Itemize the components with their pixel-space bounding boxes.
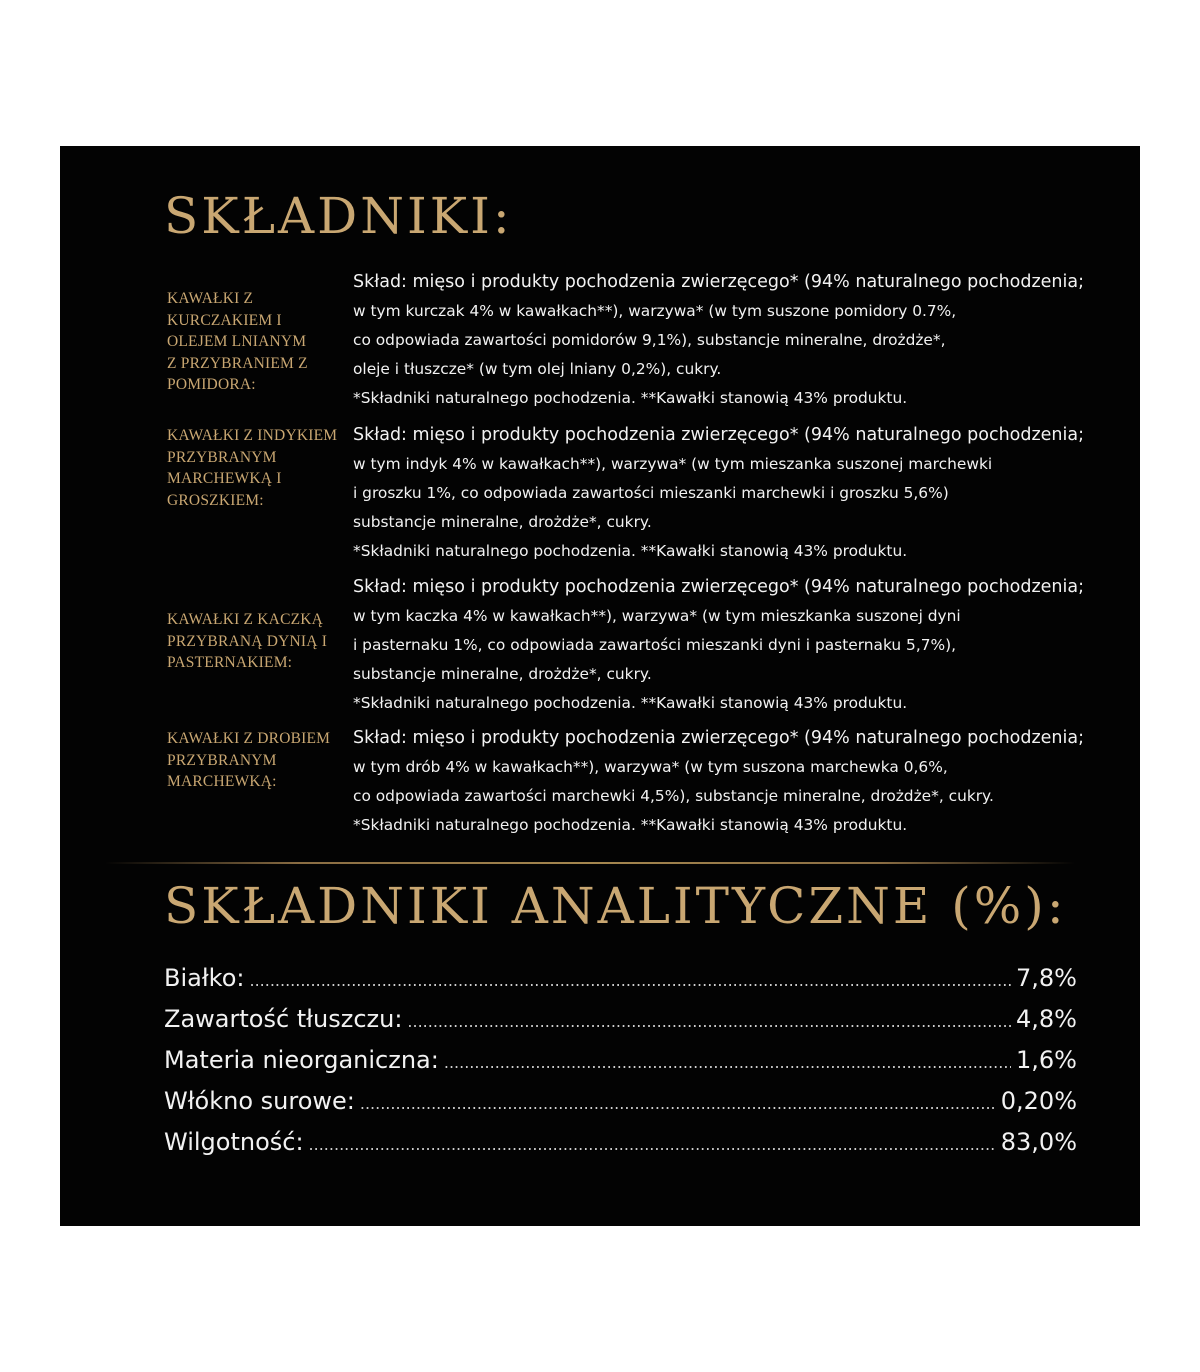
product-label: KAWAŁKI Z KACZKĄ PRZYBRANĄ DYNIĄ I PASTERNAKIEM: — [167, 611, 328, 671]
analytical-row — [164, 1128, 1077, 1169]
analytical-name: Zawartość tłuszczu: — [164, 1005, 403, 1033]
composition-line: substancje mineralne, drożdże*, cukry. — [353, 665, 652, 683]
analytical-row — [164, 1046, 1077, 1087]
composition-line: co odpowiada zawartości marchewki 4,5%), substancje mineralne, drożdże*, cukry. — [353, 787, 994, 805]
composition-line: w tym drób 4% w kawałkach**), warzywa* (w tym suszona marchewka 0,6%, — [353, 758, 948, 776]
analytical-name: Białko: — [164, 964, 245, 992]
composition-line: w tym kurczak 4% w kawałkach**), warzywa* (w tym suszone pomidory 0.7%, — [353, 302, 957, 320]
analytical-row — [164, 964, 1077, 1005]
product-label: KAWAŁKI Z INDYKIEM PRZYBRANYM MARCHEWKĄ I GROSZKIEM: — [167, 427, 338, 509]
dot-leader — [360, 1094, 996, 1113]
analytical-list — [164, 964, 1077, 1169]
dot-leader — [309, 1135, 996, 1154]
analytical-name: Wilgotność: — [164, 1128, 304, 1156]
composition-line: oleje i tłuszcze* (w tym olej lniany 0,2%), cukry. — [353, 360, 722, 378]
composition-line: w tym indyk 4% w kawałkach**), warzywa* (w tym mieszanka suszonej marchewki — [353, 455, 993, 473]
gold-divider — [105, 862, 1075, 864]
dot-leader — [444, 1053, 1011, 1072]
composition-line: *Składniki naturalnego pochodzenia. **Kawałki stanowią 43% produktu. — [353, 389, 908, 407]
composition-line: *Składniki naturalnego pochodzenia. **Kawałki stanowią 43% produktu. — [353, 542, 908, 560]
composition-line: Skład: mięso i produkty pochodzenia zwierzęcego* (94% naturalnego pochodzenia; — [353, 577, 1085, 597]
composition-line: w tym kaczka 4% w kawałkach**), warzywa* (w tym mieszkanka suszonej dyni — [353, 607, 961, 625]
composition-line: Skład: mięso i produkty pochodzenia zwierzęcego* (94% naturalnego pochodzenia; — [353, 425, 1085, 445]
composition-line: Skład: mięso i produkty pochodzenia zwierzęcego* (94% naturalnego pochodzenia; — [353, 272, 1085, 292]
analytical-value: 1,6% — [1016, 1046, 1077, 1074]
analytical-row — [164, 1087, 1077, 1128]
composition-line: i groszku 1%, co odpowiada zawartości mieszanki marchewki i groszku 5,6%) — [353, 484, 949, 502]
product-composition — [353, 724, 1113, 840]
composition-line: *Składniki naturalnego pochodzenia. **Kawałki stanowią 43% produktu. — [353, 694, 908, 712]
product-composition — [353, 573, 1113, 718]
composition-line: i pasternaku 1%, co odpowiada zawartości mieszanki dyni i pasternaku 5,7%), — [353, 636, 957, 654]
ingredients-panel — [60, 146, 1140, 1226]
analytical-row — [164, 1005, 1077, 1046]
ingredients-title: SKŁADNIKI: — [164, 187, 513, 245]
analytical-name: Materia nieorganiczna: — [164, 1046, 439, 1074]
analytical-value: 7,8% — [1016, 964, 1077, 992]
composition-line: Skład: mięso i produkty pochodzenia zwierzęcego* (94% naturalnego pochodzenia; — [353, 728, 1085, 748]
composition-line: *Składniki naturalnego pochodzenia. **Kawałki stanowią 43% produktu. — [353, 816, 908, 834]
dot-leader — [249, 971, 1011, 990]
analytical-value: 83,0% — [1000, 1128, 1077, 1156]
dot-leader — [407, 1012, 1011, 1031]
composition-line: substancje mineralne, drożdże*, cukry. — [353, 513, 652, 531]
product-label: KAWAŁKI Z DROBIEM PRZYBRANYM MARCHEWKĄ: — [167, 730, 331, 790]
composition-line: co odpowiada zawartości pomidorów 9,1%), substancje mineralne, drożdże*, — [353, 331, 946, 349]
product-composition — [353, 268, 1113, 413]
analytical-value: 4,8% — [1016, 1005, 1077, 1033]
analytical-value: 0,20% — [1000, 1087, 1077, 1115]
product-composition — [353, 421, 1113, 566]
analytical-title: SKŁADNIKI ANALITYCZNE (%): — [164, 877, 1067, 935]
analytical-name: Włókno surowe: — [164, 1087, 355, 1115]
product-label: KAWAŁKI Z KURCZAKIEM I OLEJEM LNIANYM Z PRZYBRANIEM Z POMIDORA: — [167, 290, 308, 393]
